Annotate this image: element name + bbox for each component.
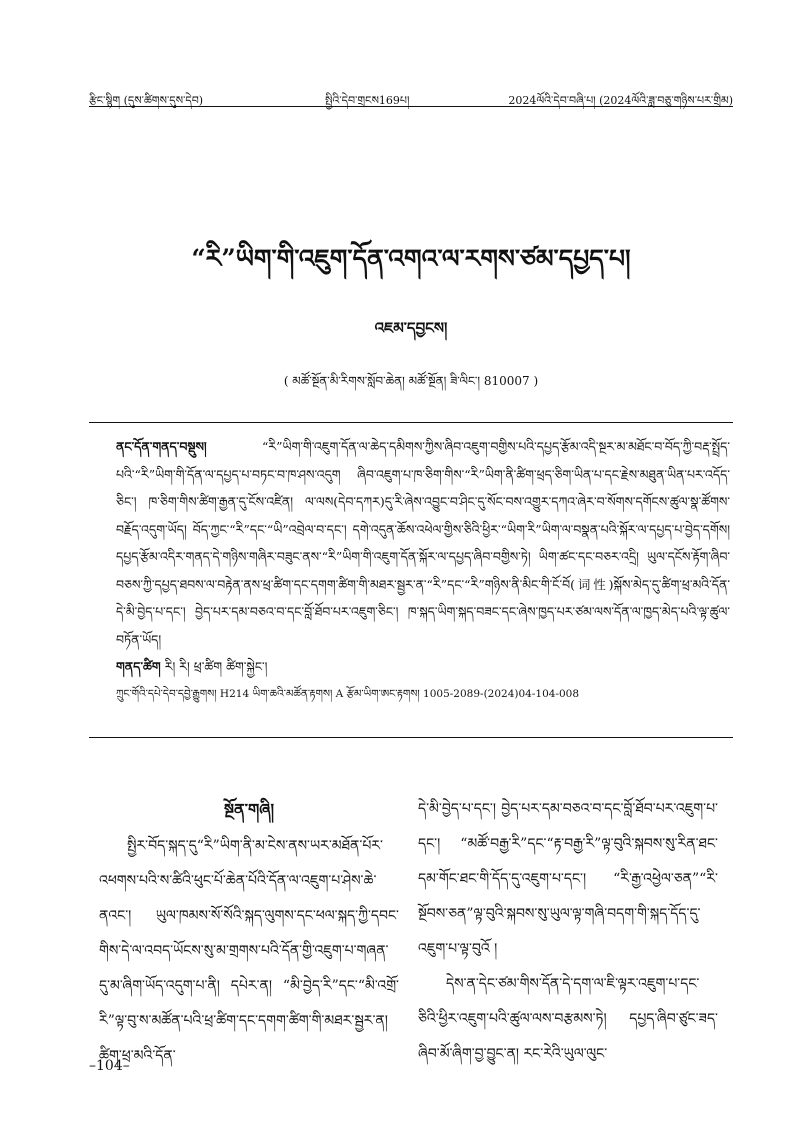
issue-total: སྤྱིའི་དེབ་གྲངས169པ། [325, 94, 410, 107]
body-column-right [418, 792, 718, 1072]
issue-date: 2024ལོའི་དེབ་བཞི་པ། (2024ལོའི་ཟླ་བཅུ་གཉིས་པར་གྲིམ) [508, 94, 733, 107]
classification-line: ཀྲུང་གོའི་དཔེ་དེབ་དབྱེ་རྒྱུགས། H214 ཡིག་ཆའི་མཚོན་རྟགས། A རྩོམ་ཡིག་ཨང་རྟགས། 1005-2089-(2024)04-104-008 [116, 687, 580, 700]
header-rule [89, 106, 733, 107]
body-paragraph: སྤྱིར་བོད་སྐད་དུ“རི”ཡིག་ནི་མ་ངེས་ནས་ཡར་མཐོན་པོར་འཕགས་པའི་ས་ཚིའི་ཕུང་པོ་ཆེན་པོའི་དོན་ལ་འཇུག་པ་ཤེས་ཆེ་ནའང་། ཡུལ་ཁམས་སོ་སོའི་སྐད་ལུགས་དང་ཕལ་སྐད་ཀྱི་དབང་གིས་དེ་ལ་འབད་ཡོངས་སུ་མ་གྲགས་པའི་དོན་གྱི་འཇུག་པ་གཞན་དུ་མ་ཞིག་ཡོད་འདུག་པ་ནི། དཔེར་ན། “མི་བྱེད་རི”དང་“མི་འགྲོ་རི”ལྟ་བུ་ས་མཚོན་པའི་ཕྲ་ཚིག་དང་དགག་ཚིག་གི་མཐར་སྦྱར་ན། ཚིག་ཕྲ་མའི་དོན་ [99, 838, 399, 1064]
article-author: འཇམ་དབྱངས། [374, 319, 448, 337]
section-heading: སྔོན་གཞི། [223, 800, 275, 819]
running-header [89, 84, 733, 106]
journal-name: རྩིང་སྙིག (དུས་ཚིགས་དུས་དེབ) [89, 94, 204, 107]
abstract-top-rule [89, 422, 733, 423]
abstract-label: ནང་དོན་གནད་བསྡུས། [116, 439, 207, 454]
keywords-label: གནད་ཚིག [116, 659, 161, 674]
page-number: –104– [89, 1058, 130, 1074]
abstract-paragraph [116, 433, 730, 653]
abstract-bottom-rule [89, 737, 733, 738]
author-affiliation: ( མཚོ་སྔོན་མི་རིགས་སློབ་ཆེན། མཚོ་སྔོན། ཟི་ལིང་། 810007 ) [283, 374, 539, 388]
abstract-block [116, 433, 730, 708]
keywords-value: རི། རི། ཕྲ་ཚིག ཚིག་སྐྱེང་། [164, 659, 268, 674]
body-paragraph: དེས་ན་དེང་ཙམ་གིས་དོན་དེ་དག་ལ་ཇི་ལྟར་འཇུག་པ་དང་ཅིའི་ཕྱིར་འཇུག་པའི་ཚུལ་ལས་བརྩམས་ཏེ། དཔྱད་ཞིབ་ཙུང་ཟད་ཞིབ་མོ་ཞིག་བྱ་བྱུང་ན། རང་རེའི་ཡུལ་ལུང་ [418, 976, 718, 1062]
body-column-left [99, 792, 399, 1074]
abstract-text: “རི”ཡིག་གི་འཇུག་དོན་ལ་ཆེད་དམིགས་ཀྱིས་ཞིབ་འཇུག་བགྱིས་པའི་དཔྱད་རྩོམ་འདི་སྔར་མ་མཐོང་བ་བོད་ཀྱི་བརྡ་སྤྲོད་པའི་“རི”ཡིག་གི་དོན་ལ་དཔྱད་པ་བཏང་བ་ཁ་ཤས་འདུག ཞིབ་འཇུག་པ་ཁ་ཅིག་གིས་“རི”ཡིག་ནི་ཚིག་ཕྲད་ཅིག་ཡིན་པ་དང་རྗེས་མཐུན་ཡིན་པར་འདོད་ཅིང་། ཁ་ཅིག་གིས་ཚིག་རྒྱན་དུ་ངོས་འཛིན། ལ་ལས(དེབ་དཀར)དུ་རི་ཞེས་འབྱུང་བ་ཤིང་དུ་སོང་བས་འགྱུར་དཀའ་ཞེར་བ་སོགས་དགོངས་ཚུལ་སྣ་ཚོགས་བརྗོད་འདུག་ཡོད། བོད་ཀྱང་“རི”དང་“ཡི”འབྲེལ་བ་དང་། དགེ་འདུན་ཆོས་འཕེལ་གྱིས་ཅིའི་ཕྱིར་“ཡིག་རི”ཡིག་ལ་བསྣན་པའི་སྐོར་ལ་དཔྱད་པ་བྱེད་དགོས། དཔྱད་རྩོམ་འདིར་གནད་དེ་གཉིས་གཞིར་བཟུང་ནས་“རི”ཡིག་གི་འཇུག་དོན་སྐོར་ལ་དཔྱད་ཞིབ་བགྱིས་ཏེ། ཡིག་ཚང་དང་བཅར་འདྲི། ཡུལ་དངོས་རྟོག་ཞིབ་བཅས་ཀྱི་དཔྱད་ཐབས་ལ་བརྟེན་ནས་ཕྲ་ཚིག་དང་དགག་ཚིག་གི་མཐར་སྦྱར་ན་“རི”དང་“རི”གཉིས་ནི་མིང་གི་ངོ་བོ(词性)སྐོས་མེད་དུ་ཚིག་ཕྲ་མའི་དོན་དེ་མི་བྱེད་པ་དང་། བྱེད་པར་དམ་བཅའ་བ་དང་བློ་ཐོབ་པར་འཇུག་ཅིང་། ཁ་སྐད་ཡིག་སྐད་བཟང་དང་ཞེས་ཁྱད་པར་ཙམ་ལས་དོན་ལ་ཁྱད་མེད་པའི་ལྟ་ཚུལ་བཏོན་ཡོད། [116, 439, 730, 647]
keywords-line [116, 653, 730, 681]
body-paragraph: དེ་མི་བྱེད་པ་དང་། བྱེད་པར་དམ་བཅའ་བ་དང་བློ་ཐོབ་པར་འཇུག་པ་དང་། “མཚོ་བརྒྱ་རི”དང་“རྟ་བརྒྱ་རི”ལྟ་བུའི་སྐབས་སུ་རིན་ཐང་དམ་གོང་ཐང་གི་དོད་དུ་འཇུག་པ་དང་། “རི་རྒྱ་འཕྱེལ་ཅན”“རི་སྔོབས་ཅན”ལྟ་བུའི་སྐབས་སུ་ཡུལ་ལྟ་གཞི་བདག་གི་སྐད་དོད་དུ་འཇུག་པ་ལྟ་བུའོ ། [418, 801, 718, 957]
article-title: “རི”ཡིག་གི་འཇུག་དོན་འགའ་ལ་རགས་ཙམ་དཔྱད་པ། [191, 244, 631, 273]
